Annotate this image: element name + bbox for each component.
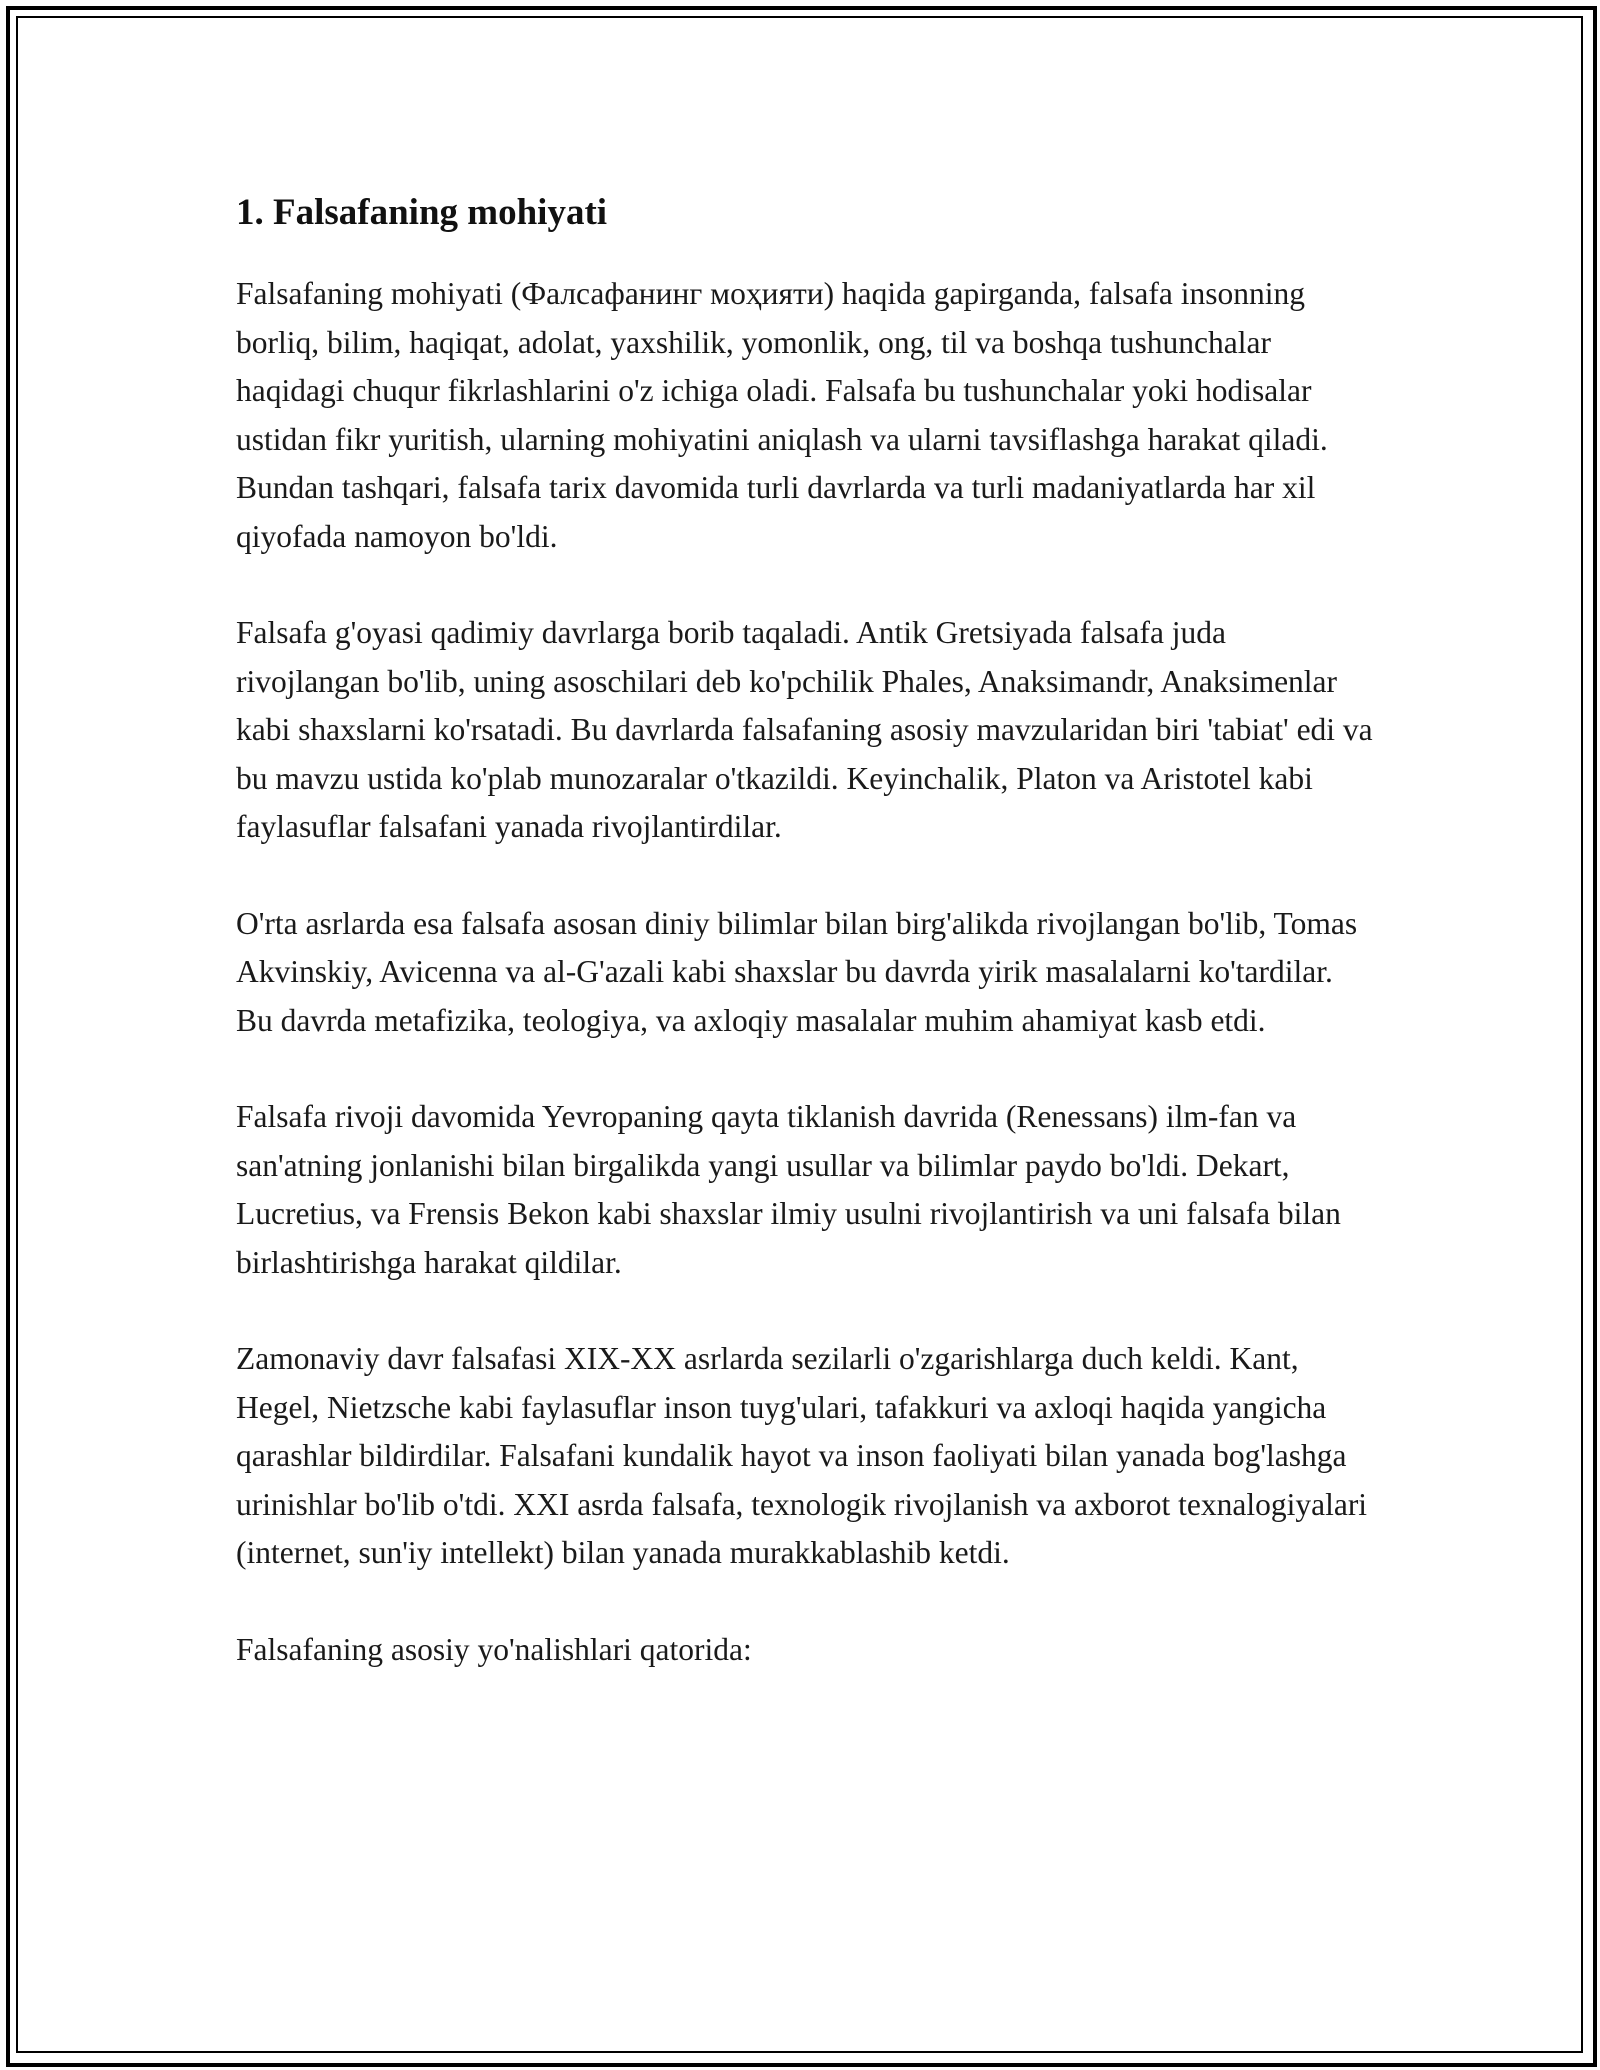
paragraph-intro: Falsafaning mohiyati (Фалсафанинг моҳияти) haqida gapirganda, falsafa insonning borliq, bilim, haqiqat, adolat, yaxshilik, yomonlik, ong, til va boshqa tushunchalar haqidagi chuqur fikrlashlarini o'z ichiga oladi. Falsafa bu tushunchalar yoki hodisalar ustidan fikr yuritish, ularning mohiyatini aniqlash va ularni tavsiflashga harakat qiladi. Bundan tashqari, falsafa tarix davomida turli davrlarda va turli madaniyatlarda har xil qiyofada namoyon bo'ldi. bbox=[236, 276, 1328, 554]
paragraph-middle-ages: O'rta asrlarda esa falsafa asosan diniy bilimlar bilan birg'alikda rivojlangan bo'lib, Tomas Akvinskiy, Avicenna va al-G'azali kabi shaxslar bu davrda yirik masalalarni ko'tardilar. Bu davrda metafizika, teologiya, va axloqiy masalalar muhim ahamiyat kasb etdi. bbox=[236, 905, 1358, 1038]
paragraph-modern: Zamonaviy davr falsafasi XIX-XX asrlarda sezilarli o'zgarishlarga duch keldi. Kant, Hegel, Nietzsche kabi faylasuflar inson tuyg'ulari, tafakkuri va axloqi haqida yangicha qarashlar bildirdilar. Falsafani kundalik hayot va inson faoliyati bilan yanada bog'lashga urinishlar bo'lib o'tdi. XXI asrda falsafa, texnologik rivojlanish va axborot texnalogiyalari (internet, sun'iy intellekt) bilan yanada murakkablashib ketdi. bbox=[236, 1341, 1368, 1570]
paragraph-renaissance: Falsafa rivoji davomida Yevropaning qayta tiklanish davrida (Renessans) ilm-fan va san'atning jonlanishi bilan birgalikda yangi usullar va bilimlar paydo bo'ldi. Dekart, Lucretius, va Frensis Bekon kabi shaxslar ilmiy usulni rivojlantirish va uni falsafa bilan birlashtirishga harakat qildilar. bbox=[236, 1099, 1341, 1280]
paragraph-antiquity: Falsafa g'oyasi qadimiy davrlarga borib taqaladi. Antik Gretsiyada falsafa juda rivojlangan bo'lib, uning asoschilari deb ko'pchilik Phales, Anaksimandr, Anaksimenlar kabi shaxslarni ko'rsatadi. Bu davrlarda falsafaning asosiy mavzularidan biri 'tabiat' edi va bu mavzu ustida ko'plab munozaralar o'tkazildi. Keyinchalik, Platon va Aristotel kabi faylasuflar falsafani yanada rivojlantirdilar. bbox=[236, 615, 1373, 844]
document-body bbox=[236, 186, 1376, 1722]
paragraph-directions-lead: Falsafaning asosiy yo'nalishlari qatorida: bbox=[236, 1631, 752, 1667]
section-heading: 1. Falsafaning mohiyati bbox=[236, 192, 608, 233]
